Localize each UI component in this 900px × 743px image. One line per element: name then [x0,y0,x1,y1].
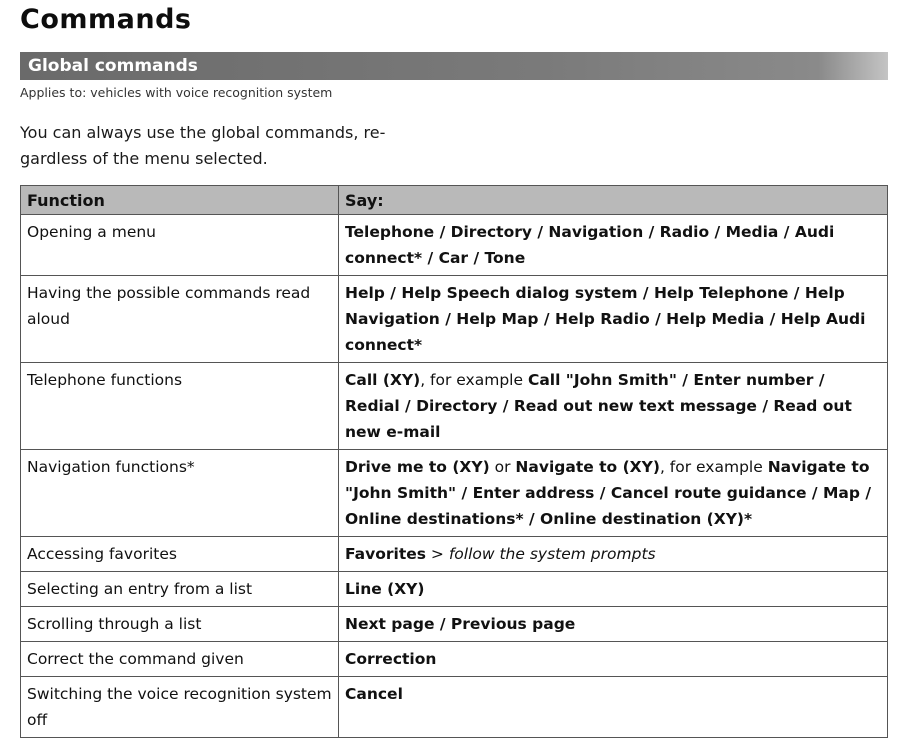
function-cell: Opening a menu [21,215,339,276]
say-cell [339,677,888,738]
table-body [21,215,888,738]
function-cell: Correct the command given [21,642,339,677]
say-cell [339,215,888,276]
command-note: > [426,545,449,563]
say-cell [339,363,888,450]
voice-command: Cancel [345,685,403,703]
table-row [21,677,888,738]
column-header-say: Say: [339,186,888,215]
function-cell: Telephone functions [21,363,339,450]
table-row [21,215,888,276]
command-note: follow the system prompts [448,545,656,563]
voice-command: Enter number / Redial / Directory / Read out new text message / Read out new e-mail [345,371,852,441]
say-cell [339,276,888,363]
say-cell [339,450,888,537]
voice-command: Call (XY) [345,371,421,389]
say-cell [339,642,888,677]
voice-command: Next page / Previous page [345,615,576,633]
table-row [21,450,888,537]
voice-command: Line (XY) [345,580,425,598]
table-row [21,363,888,450]
voice-command: Correction [345,650,437,668]
function-cell: Selecting an entry from a list [21,572,339,607]
table-row [21,276,888,363]
function-cell: Having the possible commands read aloud [21,276,339,363]
function-cell: Accessing favorites [21,537,339,572]
voice-command: Enter address / Cancel route guidance / Map / Online destinations* / Online destination (XY)* [345,484,872,528]
table-row [21,642,888,677]
say-cell [339,607,888,642]
command-note: , for example [659,458,768,476]
section-title: Global commands [28,56,198,76]
intro-paragraph: You can always use the global commands, re-gardless of the menu selected. [20,123,386,168]
voice-command: Help Navigation / Help Map / Help Radio / Help Media / Help Audi connect* [345,284,866,354]
function-cell: Scrolling through a list [21,607,339,642]
voice-command: Drive me to (XY) [345,458,490,476]
voice-command: Call "John Smith" / [527,371,694,389]
voice-command: Help / Help Speech dialog system / Help Telephone / [345,284,805,302]
command-note: or [489,458,516,476]
section-header-bar [20,52,888,80]
voice-command: Navigate to (XY) [515,458,660,476]
function-cell: Navigation functions* [21,450,339,537]
voice-command: Navigate to "John Smith" / [345,458,870,502]
say-cell [339,572,888,607]
table-header-row [21,186,888,215]
table-row [21,607,888,642]
page-title: Commands [20,4,192,35]
column-header-function: Function [21,186,339,215]
table-row [21,537,888,572]
say-cell [339,537,888,572]
applies-to-note: Applies to: vehicles with voice recognition system [20,85,333,100]
table-row [21,572,888,607]
function-cell: Switching the voice recognition system off [21,677,339,738]
voice-command: Favorites [345,545,426,563]
voice-command: Telephone / Directory / Navigation / Radio / Media / Audi connect* / Car / Tone [345,223,835,267]
command-note: , for example [420,371,528,389]
global-commands-table [20,185,888,738]
